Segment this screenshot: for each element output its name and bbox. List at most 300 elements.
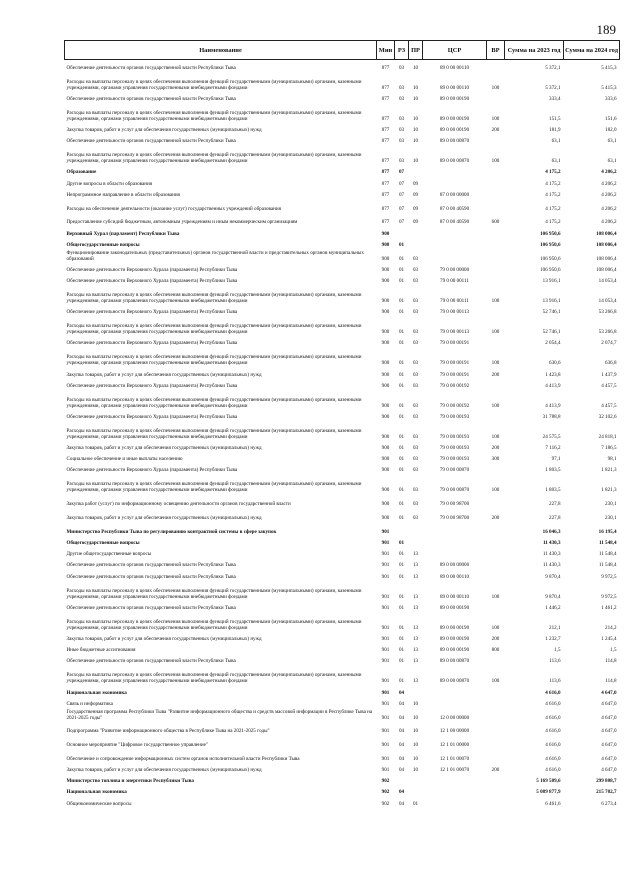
row-min: 900 [381, 230, 390, 237]
row-pr [409, 535, 423, 546]
row-csr [423, 795, 487, 806]
row-sum-2023: 1 803,5 [545, 467, 561, 474]
row-vr [487, 175, 505, 186]
row-sum-2024: 11 548,4 [598, 551, 617, 558]
row-sum-2024: 4 206,2 [601, 205, 617, 212]
table-row [65, 721, 620, 735]
row-name: Иные бюджетные ассигнования [66, 647, 136, 654]
row-sum-2024: 4 647,0 [601, 755, 617, 762]
row-name: Непрограммное направление в области образования [66, 191, 180, 198]
header-sum-2023: Сумма на 2023 год [505, 41, 564, 60]
row-rz: 03 [398, 64, 405, 71]
row-sum-2023: 4 413,9 [545, 382, 561, 389]
row-rz: 07 [398, 205, 405, 212]
row-sum-2024: 299 808,7 [596, 778, 617, 785]
row-min: 877 [381, 64, 390, 71]
row-rz: 03 [398, 115, 405, 122]
row-rz: 03 [398, 84, 405, 91]
table-row [65, 784, 620, 795]
row-name: Расходы на выплаты персоналу в целях обеспечения выполнения функций государственными (муниципальными) органами, казенными учреждениями, органами управления государственными внебюджетными фондами [66, 78, 362, 91]
row-pr: 13 [412, 593, 419, 600]
row-min: 900 [381, 501, 390, 508]
row-name: Закупка товаров, работ и услуг для обеспечения государственных (муниципальных) нужд [66, 635, 262, 642]
row-csr: 89 0 00 00870 [439, 138, 470, 145]
row-sum-2024: 9 972,5 [601, 593, 617, 600]
table-row [65, 664, 620, 684]
row-sum-2024: 108 006,4 [596, 266, 617, 273]
row-csr: 89 0 00 00870 [439, 158, 470, 165]
row-vr [487, 684, 505, 695]
row-csr: 79 0 00 00191 [439, 360, 470, 367]
row-sum-2023: 4 175,2 [545, 219, 561, 226]
row-name: Обеспечение деятельности органов государственной власти Республики Тыва [66, 658, 236, 665]
row-sum-2024: 53 266,8 [598, 309, 617, 316]
row-csr: 79 0 00 00113 [439, 329, 470, 336]
table-row [65, 164, 620, 175]
row-vr [487, 568, 505, 579]
row-pr: 03 [412, 445, 419, 452]
row-min: 900 [381, 456, 390, 463]
row-sum-2023: 11 430,3 [542, 551, 561, 558]
row-csr: 89 0 00 00190 [439, 115, 470, 122]
row-csr: 79 0 00 98700 [439, 501, 470, 508]
row-sum-2023: 52 746,1 [542, 309, 561, 316]
header-name: Наименование [65, 41, 377, 60]
table-row [65, 473, 620, 493]
table-row [65, 335, 620, 346]
row-pr: 10 [412, 742, 419, 749]
row-sum-2023: 52 746,1 [542, 329, 561, 336]
row-sum-2023: 106 950,6 [540, 266, 561, 273]
row-rz: 07 [398, 180, 405, 187]
row-sum-2023: 16 046,3 [542, 528, 561, 535]
row-pr [409, 237, 423, 248]
row-rz: 01 [398, 678, 405, 685]
row-min: 901 [381, 767, 390, 774]
row-csr: 12 1 01 00070 [439, 755, 470, 762]
row-csr: 89 0 00 00110 [439, 573, 470, 580]
row-sum-2024: 4 647,0 [601, 742, 617, 749]
row-min: 900 [381, 402, 390, 409]
row-name: Расходы на выплаты персоналу в целях обеспечения выполнения функций государственными (муниципальными) органами, казенными учреждениями, органами управления государственными внебюджетными фондами [66, 109, 362, 122]
row-csr: 89 0 00 00190 [439, 635, 470, 642]
row-pr: 10 [412, 714, 419, 721]
row-vr [487, 653, 505, 664]
table-row [65, 696, 620, 707]
row-sum-2024: 63,1 [607, 158, 617, 165]
row-csr [423, 225, 487, 236]
row-min: 901 [381, 551, 390, 558]
row-pr: 10 [412, 700, 419, 707]
row-sum-2024: 4 457,5 [601, 382, 617, 389]
table-row [65, 304, 620, 315]
row-sum-2023: 630,6 [549, 360, 561, 367]
table-header-row [65, 41, 620, 60]
row-name: Расходы на выплаты персоналу в целях обеспечения выполнения функций государственными (муниципальными) органами, казенными учреждениями, органами управления государственными внебюджетными фондами [66, 427, 362, 440]
row-csr [423, 237, 487, 248]
row-csr [423, 684, 487, 695]
row-pr: 10 [412, 755, 419, 762]
row-name: Расходы на выплаты персоналу в целях обеспечения выполнения функций государственными (муниципальными) органами, казенными учреждениями, органами управления государственными внебюджетными фондами [66, 481, 362, 494]
row-sum-2023: 24 575,5 [542, 433, 561, 440]
row-sum-2024: 230,1 [605, 501, 617, 508]
row-sum-2023: 333,4 [549, 95, 561, 102]
row-min: 901 [381, 562, 390, 569]
row-sum-2023: 5 169 509,6 [536, 778, 561, 785]
row-pr: 09 [412, 219, 419, 226]
row-vr: 100 [491, 158, 500, 165]
row-vr [487, 600, 505, 611]
row-min: 900 [381, 467, 390, 474]
row-pr: 03 [412, 277, 419, 284]
row-sum-2023: 1 423,8 [545, 371, 561, 378]
row-min: 900 [381, 241, 390, 248]
row-vr: 300 [491, 456, 500, 463]
row-vr: 200 [491, 371, 500, 378]
row-vr [487, 546, 505, 557]
row-rz [395, 773, 409, 784]
row-sum-2023: 2 054,4 [545, 340, 561, 347]
row-pr: 13 [412, 678, 419, 685]
row-sum-2024: 108 006,4 [596, 241, 617, 248]
row-sum-2023: 4 175,2 [545, 191, 561, 198]
row-csr: 79 0 00 00113 [439, 309, 470, 316]
row-vr [487, 237, 505, 248]
row-name: Закупка товаров, работ и услуг для обеспечения государственных (муниципальных) нужд [66, 371, 262, 378]
row-pr: 13 [412, 624, 419, 631]
row-sum-2023: 106 950,6 [540, 230, 561, 237]
table-body [65, 60, 620, 807]
row-name: Обеспечение деятельности органов государственной власти Республики Тыва [66, 138, 236, 145]
row-csr: 79 0 00 00192 [439, 402, 470, 409]
row-sum-2023: 4 616,0 [545, 755, 561, 762]
row-name: Обеспечение деятельности Верховного Хурала (парламента) Республики Тыва [66, 266, 238, 273]
row-rz: 01 [398, 487, 405, 494]
row-sum-2023: 4 616,0 [545, 742, 561, 749]
row-min: 900 [381, 309, 390, 316]
row-name: Обеспечение деятельности Верховного Хурала (парламента) Республики Тыва [66, 382, 238, 389]
table-row [65, 175, 620, 186]
header-vr: ВР [487, 41, 505, 60]
row-sum-2024: 98,1 [607, 456, 617, 463]
row-sum-2024: 63,1 [607, 138, 617, 145]
row-sum-2024: 1 461,2 [601, 604, 617, 611]
row-pr: 03 [412, 329, 419, 336]
row-csr [423, 175, 487, 186]
table-row [65, 60, 620, 71]
row-pr: 03 [412, 467, 419, 474]
row-vr [487, 707, 505, 721]
row-name: Закупка работ (услуг) по информационному освещению деятельности органов государственной власти [66, 501, 291, 508]
row-min: 900 [381, 487, 390, 494]
table-row [65, 133, 620, 144]
row-name: Расходы на выплаты персоналу в целях обеспечения выполнения функций государственными (муниципальными) органами, казенными учреждениями, органами управления государственными внебюджетными фондами [66, 152, 362, 165]
row-csr [423, 773, 487, 784]
row-rz: 01 [398, 445, 405, 452]
row-vr [487, 493, 505, 507]
row-rz: 01 [398, 604, 405, 611]
row-vr: 100 [491, 402, 500, 409]
row-csr [423, 164, 487, 175]
row-min: 877 [381, 205, 390, 212]
row-min: 901 [381, 689, 390, 696]
row-min: 900 [381, 371, 390, 378]
row-pr: 01 [412, 800, 419, 807]
row-sum-2023: 5 089 877,9 [536, 789, 561, 796]
row-sum-2023: 5 372,1 [545, 64, 561, 71]
row-vr: 100 [491, 297, 500, 304]
row-sum-2023: 4 413,9 [545, 402, 561, 409]
row-sum-2023: 11 430,3 [542, 562, 561, 569]
row-rz: 04 [398, 714, 405, 721]
row-rz: 03 [398, 95, 405, 102]
row-sum-2024: 4 647,0 [601, 714, 617, 721]
row-sum-2024: 636,8 [605, 360, 617, 367]
row-sum-2024: 108 006,4 [596, 230, 617, 237]
row-rz: 04 [398, 755, 405, 762]
row-sum-2023: 63,1 [551, 138, 561, 145]
row-vr: 100 [491, 487, 500, 494]
row-pr: 03 [412, 360, 419, 367]
row-csr: 79 0 00 00870 [439, 467, 470, 474]
row-vr [487, 795, 505, 806]
row-csr: 89 0 00 00000 [439, 562, 470, 569]
row-vr: 200 [491, 515, 500, 522]
table-row [65, 521, 620, 535]
row-vr [487, 248, 505, 262]
table-row [65, 762, 620, 773]
header-csr: ЦСР [423, 41, 487, 60]
row-name: Закупка товаров, работ и услуг для обеспечения государственных (муниципальных) нужд [66, 767, 262, 774]
row-min: 901 [381, 658, 390, 665]
row-csr: 79 0 00 00000 [439, 266, 470, 273]
row-rz: 01 [398, 277, 405, 284]
row-sum-2024: 4 647,0 [601, 728, 617, 735]
row-rz: 03 [398, 158, 405, 165]
row-min: 901 [381, 678, 390, 685]
row-sum-2023: 9 870,4 [545, 573, 561, 580]
row-min: 900 [381, 297, 390, 304]
row-rz: 01 [398, 241, 405, 248]
row-pr: 10 [412, 64, 419, 71]
row-rz: 01 [398, 329, 405, 336]
row-vr: 200 [491, 767, 500, 774]
row-rz: 01 [398, 456, 405, 463]
row-vr [487, 721, 505, 735]
row-pr: 13 [412, 604, 419, 611]
row-csr: 87 0 00 00000 [439, 191, 470, 198]
row-csr: 79 0 00 00191 [439, 340, 470, 347]
row-min: 902 [381, 800, 390, 807]
row-sum-2024: 4 206,2 [601, 191, 617, 198]
row-sum-2023: 9 870,4 [545, 593, 561, 600]
row-vr [487, 335, 505, 346]
header-sum-2024: Сумма на 2024 год [564, 41, 620, 60]
row-rz: 01 [398, 433, 405, 440]
page-number: 189 [596, 22, 616, 37]
row-vr [487, 521, 505, 535]
row-sum-2023: 212,1 [549, 624, 561, 631]
row-csr: 12 1 01 00000 [439, 742, 470, 749]
row-vr [487, 133, 505, 144]
row-csr: 89 0 00 00190 [439, 95, 470, 102]
table-row [65, 212, 620, 226]
row-name: Верховный Хурал (парламент) Республики Тыва [66, 230, 180, 237]
row-sum-2023: 113,6 [549, 678, 561, 685]
row-name: Государственная программа Республики Тыва "Развитие информационного общества и средств массовой информации в Республике Тыва на 2021-2025 годы" [66, 708, 373, 721]
table-row [65, 187, 620, 198]
table-row [65, 611, 620, 631]
row-name: Основное мероприятие "Цифровое государственное управление" [66, 742, 208, 749]
row-sum-2024: 9 972,5 [601, 573, 617, 580]
row-sum-2024: 4 206,2 [601, 219, 617, 226]
row-sum-2024: 5 415,3 [601, 84, 617, 91]
row-name: Подпрограмма "Развитие информационного общества в Республике Тыва на 2021-2025 годы" [66, 728, 270, 735]
table-row [65, 642, 620, 653]
row-rz: 01 [398, 467, 405, 474]
row-sum-2024: 14 053,4 [598, 277, 617, 284]
row-sum-2023: 4 616,0 [545, 728, 561, 735]
row-pr: 10 [412, 115, 419, 122]
table-row [65, 451, 620, 462]
row-pr: 13 [412, 573, 419, 580]
row-sum-2024: 11 548,4 [598, 540, 617, 547]
row-sum-2023: 4 175,2 [545, 205, 561, 212]
row-pr: 03 [412, 255, 419, 262]
row-pr: 13 [412, 635, 419, 642]
row-sum-2024: 1 821,3 [601, 467, 617, 474]
header-rz: РЗ [395, 41, 409, 60]
row-min: 901 [381, 528, 390, 535]
row-vr [487, 225, 505, 236]
row-name: Расходы на выплаты персоналу в целях обеспечения выполнения функций государственными (муниципальными) органами, казенными учреждениями, органами управления государственными внебюджетными фондами [66, 618, 362, 631]
table-row [65, 378, 620, 389]
row-name: Закупка товаров, работ и услуг для обеспечения государственных (муниципальных) нужд [66, 515, 262, 522]
table-row [65, 462, 620, 473]
table-row [65, 389, 620, 409]
row-csr: 79 0 00 98700 [439, 515, 470, 522]
row-csr [423, 248, 487, 262]
table-row [65, 773, 620, 784]
row-min: 900 [381, 515, 390, 522]
row-vr: 100 [491, 433, 500, 440]
row-sum-2024: 4 206,2 [601, 180, 617, 187]
row-sum-2024: 1 821,3 [601, 487, 617, 494]
row-sum-2024: 182,0 [605, 127, 617, 134]
table-row [65, 631, 620, 642]
row-vr: 100 [491, 84, 500, 91]
row-pr: 13 [412, 658, 419, 665]
row-sum-2024: 114,8 [605, 658, 617, 665]
row-csr: 79 0 00 00193 [439, 445, 470, 452]
row-pr: 10 [412, 127, 419, 134]
row-name: Обеспечение и сопровождение информационных систем органов исполнительной власти Республики Тыва [66, 755, 300, 762]
row-sum-2024: 2 074,7 [601, 340, 617, 347]
row-name: Функционирование законодательных (представительных) органов государственной власти и представительных органов муниципальных образований [66, 249, 364, 262]
row-sum-2023: 4 616,0 [545, 767, 561, 774]
row-rz: 01 [398, 624, 405, 631]
row-sum-2023: 4 175,2 [545, 169, 561, 176]
row-rz: 04 [398, 742, 405, 749]
row-name: Министерство Республики Тыва по регулированию контрактной системы в сфере закупок [66, 528, 277, 535]
row-csr: 79 0 00 00192 [439, 382, 470, 389]
row-sum-2023: 227,8 [549, 501, 561, 508]
row-rz: 01 [398, 360, 405, 367]
row-sum-2023: 1 803,5 [545, 487, 561, 494]
row-vr: 100 [491, 593, 500, 600]
row-csr: 89 0 00 00870 [439, 678, 470, 685]
row-name: Расходы на выплаты персоналу в целях обеспечения выполнения функций государственными (муниципальными) органами, казенными учреждениями, органами управления государственными внебюджетными фондами [66, 291, 362, 304]
row-pr [409, 164, 423, 175]
row-vr [487, 748, 505, 762]
row-rz: 01 [398, 635, 405, 642]
row-pr: 10 [412, 95, 419, 102]
row-pr: 10 [412, 767, 419, 774]
row-csr: 87 0 00 40590 [439, 219, 470, 226]
row-rz: 01 [398, 371, 405, 378]
table-row [65, 795, 620, 806]
row-csr: 79 0 00 00191 [439, 371, 470, 378]
header-min: Мин [377, 41, 395, 60]
row-name: Министерство топлива и энергетики Республики Тыва [66, 778, 194, 785]
table-row [65, 440, 620, 451]
row-name: Расходы на выплаты персоналу в целях обеспечения выполнения функций государственными (муниципальными) органами, казенными учреждениями, органами управления государственными внебюджетными фондами [66, 354, 362, 367]
row-name: Другие общегосударственные вопросы [66, 551, 152, 558]
row-rz: 07 [398, 191, 405, 198]
row-rz: 01 [398, 658, 405, 665]
row-sum-2023: 1 446,2 [545, 604, 561, 611]
row-pr: 09 [412, 205, 419, 212]
row-pr: 10 [412, 728, 419, 735]
row-min: 900 [381, 445, 390, 452]
row-name: Социальное обеспечение и иные выплаты населению [66, 456, 183, 463]
table-row [65, 248, 620, 262]
row-rz: 04 [398, 700, 405, 707]
row-pr: 03 [412, 309, 419, 316]
row-min: 901 [381, 742, 390, 749]
row-rz [395, 225, 409, 236]
row-rz: 03 [398, 138, 405, 145]
row-pr: 10 [412, 158, 419, 165]
row-pr [409, 521, 423, 535]
row-vr [487, 378, 505, 389]
table-row [65, 748, 620, 762]
row-vr [487, 164, 505, 175]
row-rz: 01 [398, 593, 405, 600]
row-name: Обеспечение деятельности Верховного Хурала (парламента) Республики Тыва [66, 277, 238, 284]
row-rz [395, 521, 409, 535]
row-vr [487, 409, 505, 420]
row-sum-2024: 230,1 [605, 515, 617, 522]
row-name: Расходы на выплаты персоналу в целях обеспечения выполнения функций государственными (муниципальными) органами, казенными учреждениями, органами управления государственными внебюджетными фондами [66, 672, 362, 685]
row-sum-2023: 4 616,0 [545, 700, 561, 707]
row-csr [423, 784, 487, 795]
row-sum-2024: 1 437,9 [601, 371, 617, 378]
row-sum-2024: 4 206,2 [601, 169, 617, 176]
row-vr [487, 91, 505, 102]
row-rz: 04 [398, 789, 405, 796]
row-vr [487, 696, 505, 707]
table-row [65, 409, 620, 420]
row-sum-2024: 4 457,5 [601, 402, 617, 409]
row-min: 900 [381, 255, 390, 262]
row-csr: 89 0 00 00870 [439, 658, 470, 665]
table-row [65, 507, 620, 521]
table-row [65, 557, 620, 568]
row-sum-2023: 97,1 [551, 456, 561, 463]
row-min: 901 [381, 700, 390, 707]
row-vr [487, 535, 505, 546]
